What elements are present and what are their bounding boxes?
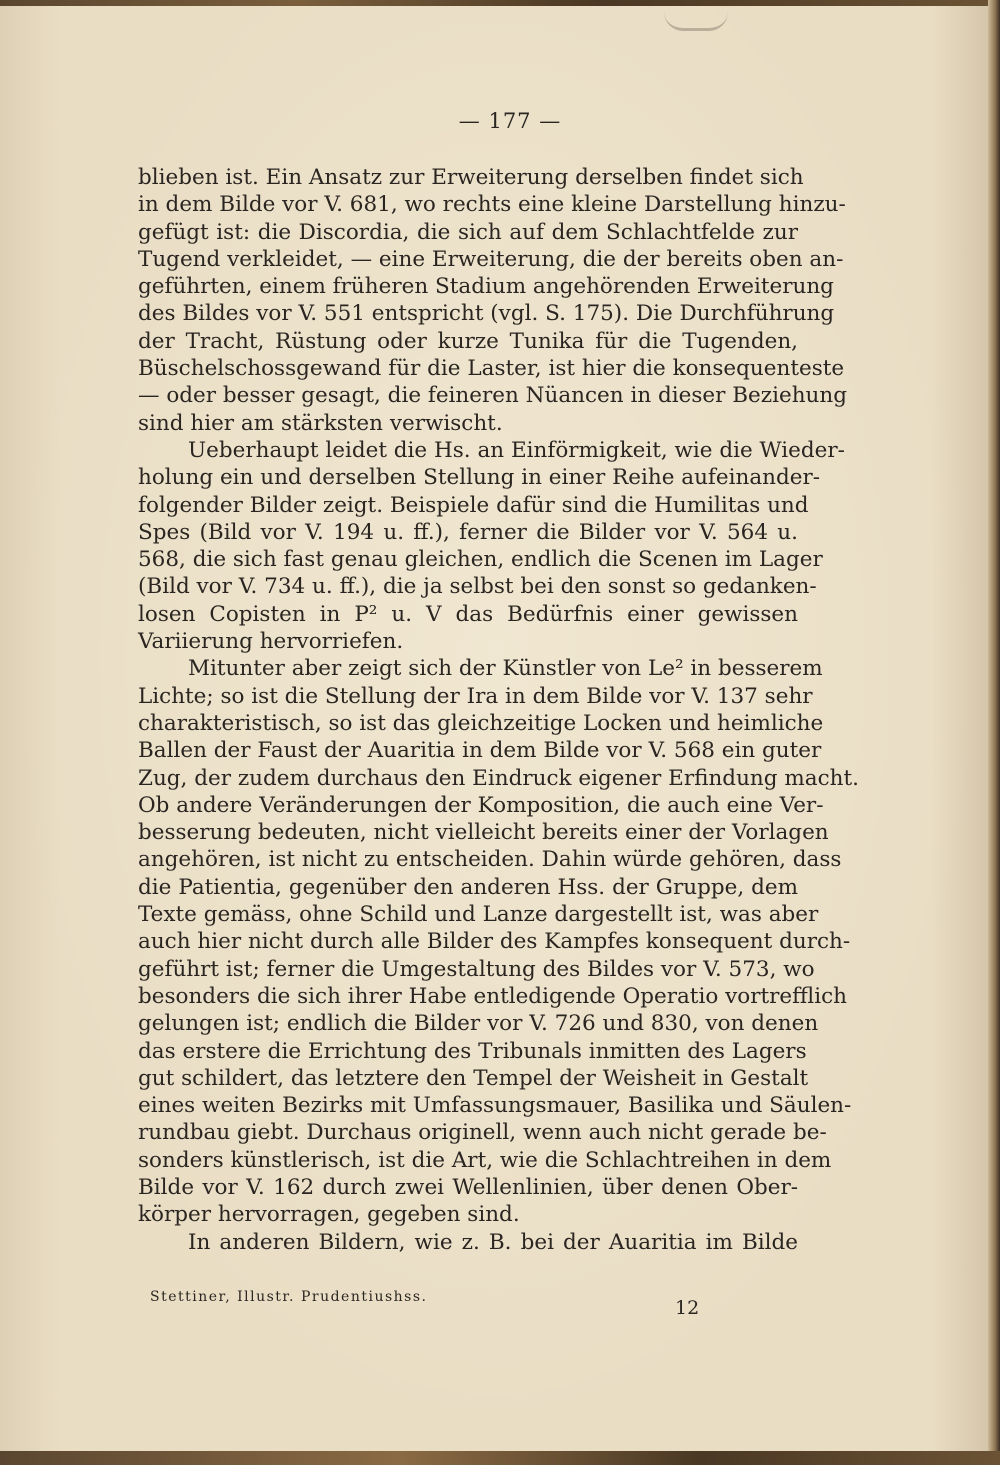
clip-mark — [664, 12, 728, 31]
text-line: Bilde vor V. 162 durch zwei Wellenlinien, über denen Ober- — [138, 1174, 798, 1200]
text-line: gut schildert, das letztere den Tempel der Weisheit in Gestalt — [138, 1065, 809, 1091]
text-line: losen Copisten in P² u. V das Bedürfnis einer gewissen — [138, 601, 798, 627]
text-line: blieben ist. Ein Ansatz zur Erweiterung derselben findet sich — [138, 165, 804, 190]
text-line: sind hier am stärksten verwischt. — [138, 410, 503, 436]
text-line: des Bildes vor V. 551 entspricht (vgl. S. 175). Die Durchführung — [138, 301, 835, 327]
text-line: besserung bedeuten, nicht vielleicht bereits einer der Vorlagen — [138, 820, 829, 846]
binding-bottom-edge — [0, 1451, 1000, 1465]
text-line: charakteristisch, so ist das gleichzeitige Locken und heimliche — [138, 710, 824, 736]
text-line: Ballen der Faust der Auaritia in dem Bilde vor V. 568 ein guter — [138, 738, 822, 764]
text-line: in dem Bilde vor V. 681, wo rechts eine kleine Darstellung hinzu- — [138, 192, 846, 218]
text-line: Ueberhaupt leidet die Hs. an Einförmigkeit, wie die Wieder- — [188, 437, 845, 463]
text-line: eines weiten Bezirks mit Umfassungsmauer, Basilika und Säulen- — [138, 1093, 852, 1119]
text-line: Tugend verkleidet, — eine Erweiterung, die der bereits oben an- — [138, 246, 844, 272]
text-line: das erstere die Errichtung des Tribunals inmitten des Lagers — [138, 1038, 807, 1064]
text-line: geführten, einem früheren Stadium angehörenden Erweiterung — [138, 274, 834, 300]
text-line: sonders künstlerisch, ist die Art, wie die Schlachtreihen in dem — [138, 1147, 832, 1173]
text-line: Texte gemäss, ohne Schild und Lanze dargestellt ist, was aber — [138, 902, 819, 928]
text-line: geführt ist; ferner die Umgestaltung des Bildes vor V. 573, wo — [138, 956, 815, 982]
text-line: 568, die sich fast genau gleichen, endlich die Scenen im Lager — [138, 547, 823, 573]
text-line: körper hervorragen, gegeben sind. — [138, 1202, 520, 1228]
text-line: Spes (Bild vor V. 194 u. ff.), ferner die Bilder vor V. 564 u. — [138, 519, 798, 545]
text-line: Büschelschossgewand für die Laster, ist hier die konsequenteste — [138, 356, 845, 382]
text-line: der Tracht, Rüstung oder kurze Tunika für die Tugenden, — [138, 328, 798, 354]
text-line: Variierung hervorriefen. — [138, 629, 404, 655]
text-line: gelungen ist; endlich die Bilder vor V. 726 und 830, von denen — [138, 1011, 819, 1037]
text-line: In anderen Bildern, wie z. B. bei der Auaritia im Bilde — [188, 1229, 798, 1255]
text-line: Lichte; so ist die Stellung der Ira in dem Bilde vor V. 137 sehr — [138, 683, 813, 709]
text-line: die Patientia, gegenüber den anderen Hss. der Gruppe, dem — [138, 874, 798, 900]
text-line: — oder besser gesagt, die feineren Nüancen in dieser Beziehung — [138, 383, 847, 409]
page-right-edge — [988, 0, 1000, 1465]
text-line: auch hier nicht durch alle Bilder des Kampfes konsequent durch- — [138, 929, 851, 955]
text-line: rundbau giebt. Durchaus originell, wenn auch nicht gerade be- — [138, 1120, 827, 1146]
signature-mark: 12 — [675, 1297, 700, 1319]
footer-author-note: Stettiner, Illustr. Prudentiushss. — [150, 1289, 428, 1305]
text-line: Ob andere Veränderungen der Komposition, die auch eine Ver- — [138, 792, 824, 818]
text-line: Mitunter aber zeigt sich der Künstler von Le² in besserem — [188, 656, 823, 682]
text-line: Zug, der zudem durchaus den Eindruck eigener Erfindung macht. — [138, 765, 859, 791]
text-line: holung ein und derselben Stellung in einer Reihe aufeinander- — [138, 465, 821, 491]
text-line: angehören, ist nicht zu entscheiden. Dahin würde gehören, dass — [138, 847, 842, 873]
text-line: folgender Bilder zeigt. Beispiele dafür sind die Humilitas und — [138, 492, 809, 518]
text-line: besonders die sich ihrer Habe entledigende Operatio vortrefflich — [138, 983, 848, 1009]
text-line: (Bild vor V. 734 u. ff.), die ja selbst bei den sonst so gedanken- — [138, 574, 817, 600]
text-line: gefügt ist: die Discordia, die sich auf dem Schlachtfelde zur — [138, 219, 798, 245]
page-number: — 177 — — [458, 109, 562, 133]
body-text — [138, 164, 859, 1256]
book-page — [0, 6, 992, 1454]
